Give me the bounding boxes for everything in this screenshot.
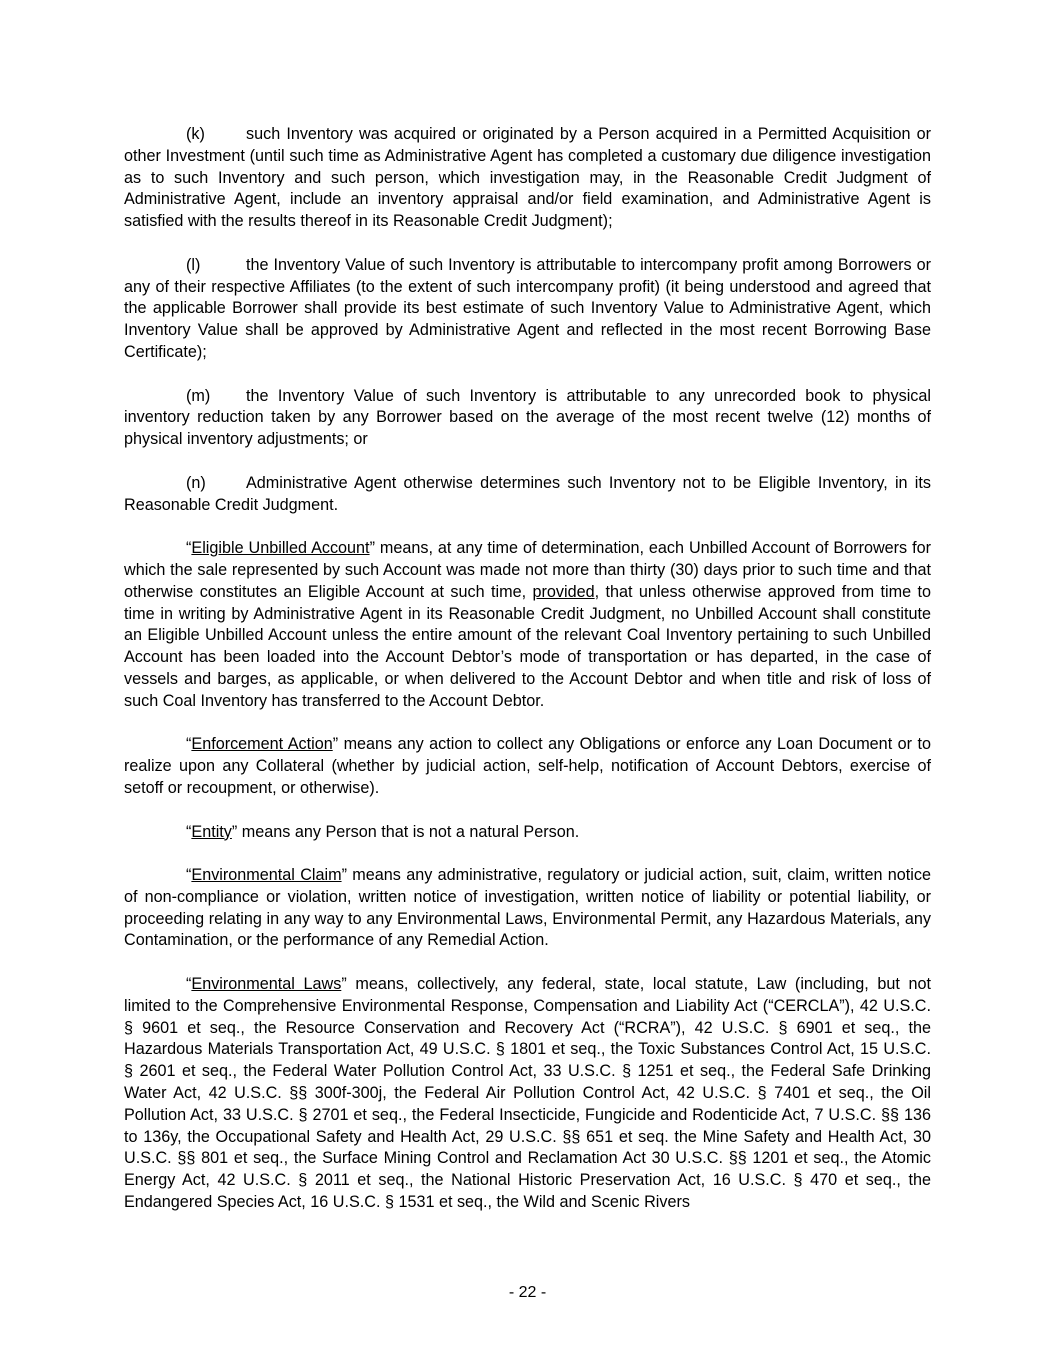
open-quote: “ [186,822,192,841]
definition-environmental-laws [124,974,931,1214]
clause-m [124,386,931,451]
clause-text: such Inventory was acquired or originated by a Person acquired in a Permitted Acquisition or other Investment (until such time as Administrative Agent has completed a customary due diligence investigation as to such Inventory and such person, which investigation may, in the Reasonable Credit Judgment of Administrative Agent, include an inventory appraisal and/or field examination, and Administrative Agent is satisfied with the results thereof in its Reasonable Credit Judgment); [124,125,931,231]
definition-enforcement-action [124,734,931,799]
defined-term: Eligible Unbilled Account [191,539,370,558]
open-quote: “ [186,975,192,994]
open-quote: “ [186,735,192,754]
definition-environmental-claim [124,865,931,952]
close-quote: ” [332,735,339,754]
close-quote: ” [231,822,238,841]
clause-label: (l) [186,255,201,274]
open-quote: “ [186,866,192,885]
clause-label: (n) [186,473,206,492]
defined-term: Entity [191,822,232,841]
close-quote: ” [341,975,347,994]
clause-l [124,255,931,364]
clause-text: Administrative Agent otherwise determines such Inventory not to be Eligible Inventory, in its Reasonable Credit Judgment. [124,473,931,514]
definition-text-continued: , that unless otherwise approved from time to time in writing by Administrative Agent in its Reasonable Credit Judgment, no Unbilled Account shall constitute an Eligible Unbilled Account unless the entire amount of the relevant Coal Inventory pertaining to such Unbilled Account has been loaded into the Account Debtor’s mode of transportation or has departed, in the case of vessels and barges, as applicable, or when delivered to the Account Debtor and when title and risk of loss of such Coal Inventory has transferred to the Account Debtor. [124,582,931,710]
defined-term: Environmental Laws [191,975,342,994]
definition-text: means any Person that is not a natural Person. [237,822,580,841]
clause-k [124,124,931,233]
definition-text: means, collectively, any federal, state, local statute, Law (including, but not limited to the Comprehensive Environmental Response, Compensation and Liability Act (“CERCLA”), 42 U.S.C. § 9601 et seq., the Resource Conservation and Recovery Act (“RCRA”), 42 U.S.C. § 6901 et seq., the Hazardous Materials Transportation Act, 49 U.S.C. § 1801 et seq., the Toxic Substances Control Act, 15 U.S.C. § 2601 et seq., the Federal Water Pollution Control Act, 33 U.S.C. § 1251 et seq., the Federal Safe Drinking Water Act, 42 U.S.C. §§ 300f-300j, the Federal Air Pollution Control Act, 42 U.S.C. § 7401 et seq., the Oil Pollution Act, 33 U.S.C. § 2701 et seq., the Federal Insecticide, Fungicide and Rodenticide Act, 7 U.S.C. §§ 136 to 136y, the Occupational Safety and Health Act, 29 U.S.C. §§ 651 et seq. the Mine Safety and Health Act, 30 U.S.C. §§ 801 et seq., the Surface Mining Control and Reclamation Act 30 U.S.C. §§ 1201 et seq., the Atomic Energy Act, 42 U.S.C. § 2011 et seq., the National Historic Preservation Act, 16 U.S.C. § 470 et seq., the Endangered Species Act, 16 U.S.C. § 1531 et seq., the Wild and Scenic Rivers [124,975,932,1212]
clause-label: (k) [186,125,205,143]
page-number: - 22 - [508,1284,547,1301]
defined-term: Environmental Claim [191,866,342,885]
open-quote: “ [186,539,192,558]
clause-label: (m) [186,386,211,405]
definition-text: means, at any time of determination, each Unbilled Account of Borrowers for which the sale represented by such Account was made not more than thirty (30) days prior to such time and that otherwise constitutes an Eligible Account at such time, [124,539,931,601]
provided-term: provided [532,582,595,601]
close-quote: ” [341,866,347,885]
clause-text: the Inventory Value of such Inventory is attributable to any unrecorded book to physical inventory reduction taken by any Borrower based on the average of the most recent twelve (12) months of physical inventory adjustments; or [124,386,931,449]
definition-text: means any action to collect any Obligations or enforce any Loan Document or to realize upon any Collateral (whether by judicial action, self-help, notification of Account Debtors, exercise of setoff or recoupment, or otherwise). [124,735,931,797]
definition-eligible-unbilled-account [124,538,931,712]
clause-n [124,473,931,517]
definition-entity [124,822,931,844]
defined-term: Enforcement Action [191,735,333,754]
clause-text: the Inventory Value of such Inventory is attributable to intercompany profit among Borrowers or any of their respective Affiliates (to the extent of such intercompany profit) (it being understood and agreed that the applicable Borrower shall provide its best estimate of such Inventory Value to Administrative Agent, which Inventory Value shall be approved by Administrative Agent and reflected in the most recent Borrowing Base Certificate); [124,255,931,361]
definition-text: means any administrative, regulatory or judicial action, suit, claim, written notice of non-compliance or violation, written notice of investigation, written notice of liability or potential liability, or proceeding relating in any way to any Environmental Laws, Environmental Permit, any Hazardous Materials, any Contamination, or the performance of any Remedial Action. [124,866,931,950]
close-quote: ” [369,539,375,558]
document-body [124,124,931,1236]
